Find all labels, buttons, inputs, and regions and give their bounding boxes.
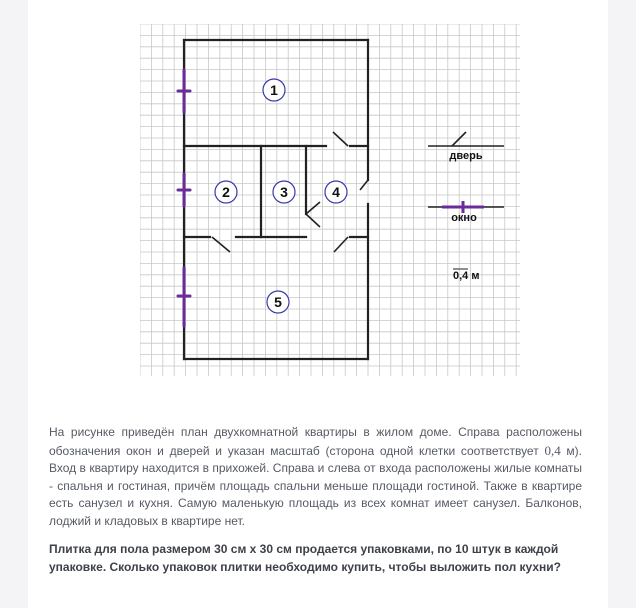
room-label-3: 3 <box>280 184 288 200</box>
door-entrance <box>360 180 368 190</box>
legend-scale-label: 0,4 м <box>453 270 480 282</box>
room-labels <box>215 79 347 313</box>
task-text-1: На рисунке приведён план двухкомнатной квартиры в жилом доме. Справа расположены обозначения окон и дверей и указан масштаб (сторона одной клетки соответствует <box>49 425 582 458</box>
door-room-5 <box>212 237 230 252</box>
room-label-5: 5 <box>274 294 282 310</box>
door-bathroom-a <box>306 202 320 214</box>
task-card <box>28 0 608 608</box>
legend-door-label: дверь <box>449 150 483 162</box>
task-description <box>49 424 582 530</box>
door-room-1 <box>333 132 348 146</box>
door-room-4 <box>334 237 348 252</box>
legend <box>428 132 504 282</box>
room-label-4: 4 <box>332 184 340 200</box>
task-text-2: м). Вход в квартиру находится в прихожей. Справа и слева от входа расположены жилые комнаты - спальня и гостиная, причём площадь спальни меньше площади гостиной. Также в квартире есть санузел и кухня. Самую маленькую площадь из всех комнат имеет санузел. Балконов, лоджий и кладовых в квартире нет. <box>49 443 582 528</box>
legend-window-label: окно <box>451 212 477 224</box>
task-question: Плитка для пола размером 30 см х 30 см продается упаковками, по 10 штук в каждой упаковке. Сколько упаковок плитки необходимо купить, чтобы выложить пол кухни? <box>49 542 562 574</box>
scale-number: 0,4 <box>544 442 561 458</box>
floor-plan <box>140 24 520 376</box>
windows <box>178 70 190 326</box>
door-bathroom-b <box>306 214 320 227</box>
room-label-1: 1 <box>270 82 278 98</box>
room-label-2: 2 <box>222 184 230 200</box>
